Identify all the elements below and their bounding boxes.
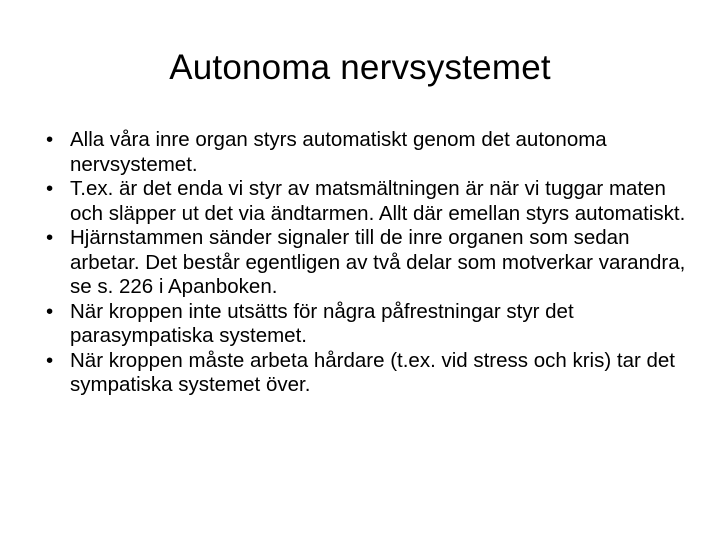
bullet-item — [46, 349, 686, 398]
bullet-text: T.ex. är det enda vi styr av matsmältningen är när vi tuggar maten och släpper ut det via ändtarmen. Allt där emellan styrs automatiskt. — [70, 177, 686, 225]
bullet-text: Alla våra inre organ styrs automatiskt genom det autonoma nervsystemet. — [70, 128, 607, 176]
slide-title: Autonoma nervsystemet — [169, 48, 551, 87]
bullet-dot-icon: • — [46, 299, 54, 323]
bullet-text: När kroppen inte utsätts för några påfrestningar styr det parasympatiska systemet. — [70, 299, 574, 347]
bullet-dot-icon: • — [46, 128, 54, 151]
bullet-item — [46, 300, 686, 349]
bullet-item — [46, 177, 686, 226]
bullet-text: När kroppen måste arbeta hårdare (t.ex. vid stress och kris) tar det sympatiska systemet över. — [70, 348, 676, 396]
bullet-item — [46, 128, 686, 177]
bullet-list — [46, 128, 686, 398]
bullet-item — [46, 226, 686, 300]
bullet-text: Hjärnstammen sänder signaler till de inre organen som sedan arbetar. Det består egentligen av två delar som motverkar varandra, se s. 226 i Apanboken. — [70, 226, 686, 298]
bullet-dot-icon: • — [46, 177, 54, 200]
bullet-dot-icon: • — [46, 226, 54, 249]
bullet-dot-icon: • — [46, 348, 54, 372]
